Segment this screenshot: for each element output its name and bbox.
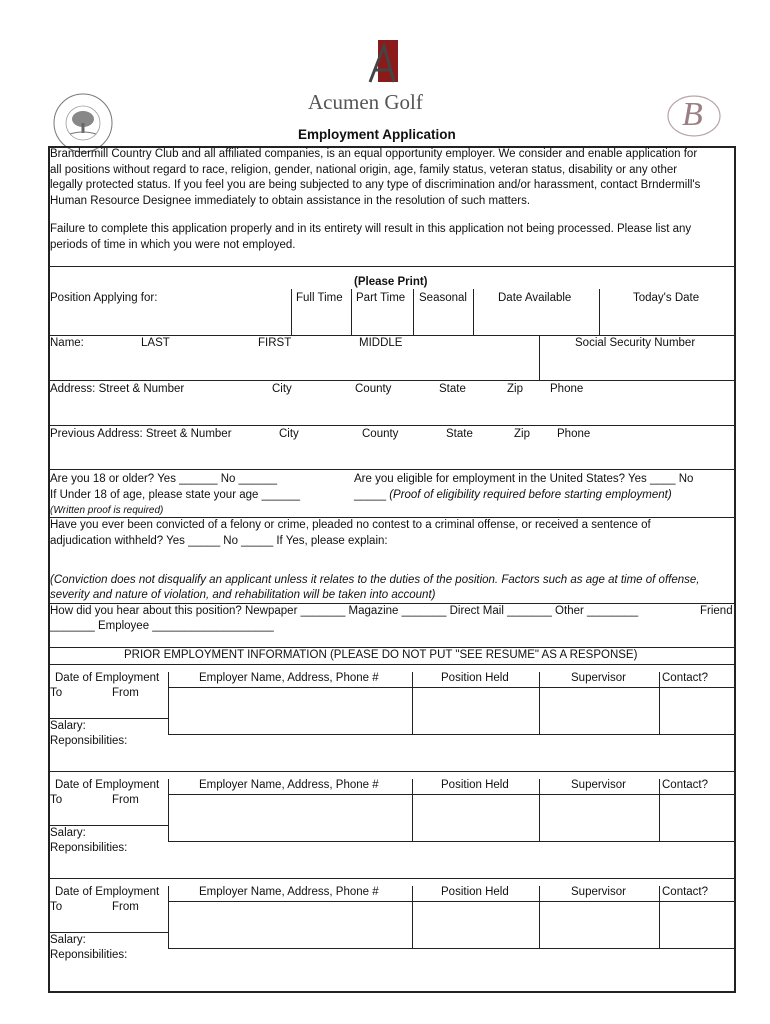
b-monogram-letter: B xyxy=(682,96,703,133)
equal-opportunity-statement xyxy=(50,147,730,209)
employer-label: Employer Name, Address, Phone # xyxy=(199,779,379,791)
acumen-golf-wordmark: Acumen Golf xyxy=(308,90,423,114)
seasonal-label: Seasonal xyxy=(419,292,467,304)
last-name-label: LAST xyxy=(141,337,170,349)
table-rule xyxy=(168,794,736,795)
date-of-employment-label: Date of Employment xyxy=(55,672,160,684)
to-label: To xyxy=(50,794,63,806)
contact-label: Contact? xyxy=(662,886,709,898)
failure-line-1: Failure to complete this application properly and in its entirety will result in this application not being processed. Please list any xyxy=(50,223,692,235)
from-label: From xyxy=(112,794,139,806)
eo-line-1: Brandermill Country Club and all affiliated companies, is an equal opportunity employer. We consider and enable application for xyxy=(50,148,698,160)
responsibilities-label: Reponsibilities: xyxy=(50,735,128,747)
supervisor-label: Supervisor xyxy=(571,779,626,791)
ssn-label: Social Security Number xyxy=(575,337,696,349)
middle-name-label: MIDDLE xyxy=(359,337,403,349)
supervisor-label: Supervisor xyxy=(571,672,626,684)
responsibilities-label: Reponsibilities: xyxy=(50,842,128,854)
conviction-note-line-2: severity and nature of violation, and rehabilitation will be taken into account) xyxy=(50,589,436,601)
table-rule xyxy=(539,779,540,841)
referral-friend-label: Friend xyxy=(700,605,733,617)
table-rule xyxy=(168,779,169,841)
eo-line-3: legally protected status. If you feel you are being subjected to any type of discrimination and/or harassment, contact Brndermill's xyxy=(50,179,701,192)
position-applying-label: Position Applying for: xyxy=(50,292,158,304)
previous-address-label: Previous Address: Street & Number xyxy=(50,428,232,440)
table-rule xyxy=(659,886,660,948)
table-rule xyxy=(168,687,736,688)
responsibilities-label: Reponsibilities: xyxy=(50,949,128,961)
table-rule xyxy=(48,932,168,933)
table-rule xyxy=(539,672,540,734)
acumen-golf-logo xyxy=(300,38,470,118)
from-label: From xyxy=(112,687,139,699)
supervisor-label: Supervisor xyxy=(571,886,626,898)
eligibility-blank: _____ xyxy=(354,489,390,501)
prev-county-label: County xyxy=(362,428,399,440)
table-rule xyxy=(48,718,168,719)
name-label: Name: xyxy=(50,337,84,349)
table-rule xyxy=(539,886,540,948)
first-name-label: FIRST xyxy=(258,337,292,349)
prev-state-label: State xyxy=(446,428,473,440)
full-time-label: Full Time xyxy=(296,292,343,304)
county-label: County xyxy=(355,383,392,395)
eligibility-proof-line xyxy=(354,489,672,501)
salary-label: Salary: xyxy=(50,934,86,946)
eo-line-2: all positions without regard to race, religion, gender, national origin, age, family status, veteran status, disability or any other xyxy=(50,163,678,176)
from-label: From xyxy=(112,901,139,913)
failure-notice xyxy=(50,222,730,253)
b-monogram-logo xyxy=(666,94,722,138)
zip-label: Zip xyxy=(507,383,523,395)
felony-question-line-2: adjudication withheld? Yes _____ No _____ If Yes, please explain: xyxy=(50,535,388,547)
date-available-label: Date Available xyxy=(498,292,572,304)
please-print-label: (Please Print) xyxy=(354,276,428,288)
table-rule xyxy=(168,948,736,949)
eo-line-4: Human Resource Designee immediately to obtain assistance in the resolution of such matters. xyxy=(50,194,531,207)
conviction-note-line-1: (Conviction does not disqualify an applicant unless it relates to the duties of the position. Factors such as age at time of offense, xyxy=(50,574,700,586)
address-label: Address: Street & Number xyxy=(50,383,185,395)
contact-label: Contact? xyxy=(662,672,709,684)
date-of-employment-label: Date of Employment xyxy=(55,779,160,791)
age-question: Are you 18 or older? Yes ______ No ______ xyxy=(50,473,277,485)
table-rule xyxy=(168,901,736,902)
salary-label: Salary: xyxy=(50,827,86,839)
written-proof-note: (Written proof is required) xyxy=(50,505,164,516)
table-rule xyxy=(168,672,169,734)
contact-label: Contact? xyxy=(662,779,709,791)
table-rule xyxy=(659,672,660,734)
referral-question: How did you hear about this position? Newpaper _______ Magazine _______ Direct Mail _______ Other ________ xyxy=(50,605,639,617)
to-label: To xyxy=(50,687,63,699)
prev-phone-label: Phone xyxy=(557,428,591,440)
table-rule xyxy=(168,886,169,948)
date-of-employment-label: Date of Employment xyxy=(55,886,160,898)
table-rule xyxy=(412,672,413,734)
phone-label: Phone xyxy=(550,383,584,395)
table-rule xyxy=(659,779,660,841)
brandermill-seal-logo xyxy=(52,92,114,154)
city-label: City xyxy=(272,383,292,395)
block-separator xyxy=(48,878,736,879)
table-rule xyxy=(412,779,413,841)
block-separator xyxy=(48,771,736,772)
todays-date-label: Today's Date xyxy=(633,292,700,304)
to-label: To xyxy=(50,901,63,913)
failure-line-2: periods of time in which you were not employed. xyxy=(50,238,296,251)
prev-zip-label: Zip xyxy=(514,428,530,440)
referral-employee-line: _______ Employee ___________________ xyxy=(50,620,274,632)
felony-question-line-1: Have you ever been convicted of a felony or crime, pleaded no contest to a criminal offense, or received a sentence of xyxy=(50,519,651,531)
under-18-question: If Under 18 of age, please state your age ______ xyxy=(50,489,300,501)
part-time-label: Part Time xyxy=(356,292,406,304)
prior-employment-heading: PRIOR EMPLOYMENT INFORMATION (PLEASE DO NOT PUT "SEE RESUME" AS A RESPONSE) xyxy=(124,649,638,661)
eligibility-question: Are you eligible for employment in the United States? Yes ____ No xyxy=(354,473,694,485)
eligibility-proof-note: (Proof of eligibility required before starting employment) xyxy=(389,489,672,501)
employer-label: Employer Name, Address, Phone # xyxy=(199,886,379,898)
position-held-label: Position Held xyxy=(441,779,509,791)
table-rule xyxy=(412,886,413,948)
table-rule xyxy=(48,825,168,826)
state-label: State xyxy=(439,383,466,395)
prev-city-label: City xyxy=(279,428,299,440)
table-rule xyxy=(168,734,736,735)
table-rule xyxy=(168,841,736,842)
position-held-label: Position Held xyxy=(441,672,509,684)
application-form-frame xyxy=(48,146,736,993)
employer-label: Employer Name, Address, Phone # xyxy=(199,672,379,684)
salary-label: Salary: xyxy=(50,720,86,732)
page-title: Employment Application xyxy=(298,127,456,142)
position-held-label: Position Held xyxy=(441,886,509,898)
